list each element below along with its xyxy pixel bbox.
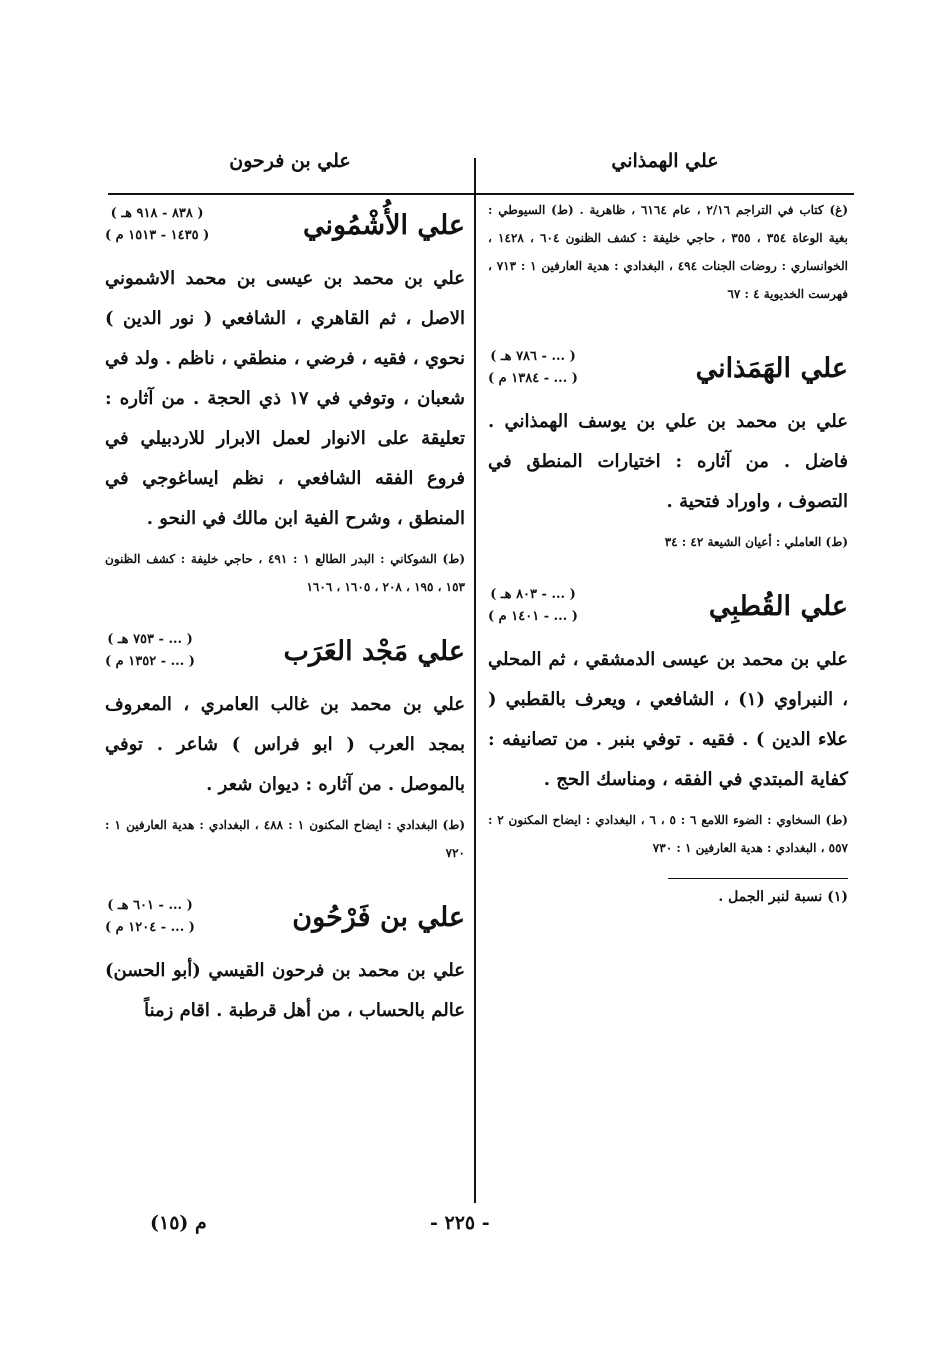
entry-dates <box>488 346 578 390</box>
entry-body: علي بن محمد بن علي بن يوسف الهمذاني . فاضل . من آثاره : اختيارات المنطق في التصوف ، واوراد فتحية . <box>488 411 848 512</box>
entry-body: علي بن محمد بن عيسى بن محمد الاشموني الاصل ، ثم القاهري ، الشافعي ( نور الدين ) نحوي ، فقيه ، فرضي ، منطقي ، ناظم . ولد في شعبان ، وتوفي في ١٧ ذي الحجة . من آثاره : تعليقة على الانوار لعمل الابرار للاردبيلي في فروع الفقه الشافعي ، نظم ايساغوجي في المنطق ، وشرح الفية ابن مالك في النحو . <box>105 268 466 529</box>
entry-references: (ط) الشوكاني : البدر الطالع ١ : ٤٩١ ، حاجي خليفة : كشف الظنون ١٥٣ ، ١٩٥ ، ٢٠٨ ، ١٦٠٥ ، ١٦٠٦ <box>105 552 465 594</box>
running-head-right: علي الهمذاني <box>611 150 719 172</box>
dates-gregorian: ( ... - ١٣٨٤ م ) <box>488 371 578 386</box>
entry-name: علي بن فَرْحُون <box>292 901 465 933</box>
entry-ali-al-hamadhani <box>488 346 848 556</box>
entry-heading <box>488 346 848 390</box>
running-head-left: علي بن فرحون <box>229 150 351 172</box>
entry-references: (ط) العاملي : أعيان الشيعة ٤٢ : ٣٤ <box>664 535 848 549</box>
entry-references: (ط) البغدادي : ايضاح المكنون ١ : ٤٨٨ ، البغدادي : هدية العارفين ١ : ٧٢٠ <box>105 818 465 860</box>
continued-references: (غ) كتاب في التراجم ٢/١٦ ، عام ٦١٦٤ ، ظاهرية . (ط) السيوطي : بغية الوعاة ٣٥٤ ، ٣٥٥ ، حاجي خليفة : كشف الظنون ٦٠٤ ، ١٤٢٨ ، الخوانساري : روضات الجنات ٤٩٤ ، البغدادي : هدية العارفين ١ : ٧١٣ ، فهرست الخديوية ٤ : ٦٧ <box>488 203 848 301</box>
column-divider <box>474 158 476 1203</box>
entry-body: علي بن محمد بن عيسى الدمشقي ، ثم المحلي ، النبراوي (١) ، الشافعي ، ويعرف بالقطبي ( علاء الدين ) . فقيه . توفي بنبر . من تصانيفه : كفاية المبتدي في الفقه ، ومناسك الحج . <box>488 649 848 790</box>
entry-dates <box>105 203 209 247</box>
dates-hijri: ( ... - ٨٠٣ هـ ) <box>490 587 576 602</box>
header-rule <box>108 193 854 195</box>
entry-dates <box>105 895 195 939</box>
entry-ali-al-qutbi <box>488 584 848 862</box>
entry-ali-ibn-farhun <box>105 895 465 1031</box>
entry-body: علي بن محمد بن غالب العامري ، المعروف بمجد العرب ( ابو فراس ) شاعر . توفي بالموصل . من آثاره : ديوان شعر . <box>105 694 465 795</box>
entry-name: علي القُطبِي <box>708 590 848 622</box>
dates-hijri: ( ... - ٧٥٣ هـ ) <box>107 632 193 647</box>
dates-hijri: ( ... - ٧٨٦ هـ ) <box>490 349 576 364</box>
entry-name: علي مَجْد العَرَب <box>283 635 465 667</box>
entry-body: علي بن محمد بن فرحون القيسي (أبو الحسن) عالم بالحساب ، من أهل قرطبة . اقام زمناً <box>105 960 465 1021</box>
entry-name: علي الهَمَذاني <box>695 352 848 384</box>
dates-hijri: ( ٨٣٨ - ٩١٨ هـ ) <box>110 206 204 221</box>
dates-gregorian: ( ... - ١٤٠١ م ) <box>488 609 578 624</box>
entry-heading <box>105 203 465 247</box>
right-column <box>488 196 848 909</box>
entry-heading <box>105 629 465 673</box>
dates-gregorian: ( ... - ١٣٥٢ م ) <box>105 654 195 669</box>
entry-dates <box>488 584 578 628</box>
footnote-rule <box>668 878 848 879</box>
signature-mark: م (١٥) <box>150 1212 207 1234</box>
page-number: - ٢٢٥ - <box>430 1212 490 1234</box>
footnote: (١) نسبة لنبر الجمل . <box>718 889 848 905</box>
dates-gregorian: ( ١٤٣٥ - ١٥١٣ م ) <box>105 228 210 243</box>
entry-heading <box>488 584 848 628</box>
entry-heading <box>105 895 465 939</box>
left-column <box>105 203 465 1031</box>
dates-hijri: ( ... - ٦٠١ هـ ) <box>107 898 193 913</box>
dates-gregorian: ( ... - ١٢٠٤ م ) <box>105 920 195 935</box>
entry-name: علي الأُشْمُوني <box>302 209 465 241</box>
entry-references: (ط) السخاوي : الضوء اللامع ٦ : ٥ ، ٦ ، البغدادي : ايضاح المكنون ٢ : ٥٥٧ ، البغدادي : هدية العارفين ١ : ٧٣٠ <box>488 813 848 855</box>
entry-dates <box>105 629 195 673</box>
entry-ali-al-ashmuni <box>105 203 465 601</box>
entry-ali-majd-al-arab <box>105 629 465 867</box>
